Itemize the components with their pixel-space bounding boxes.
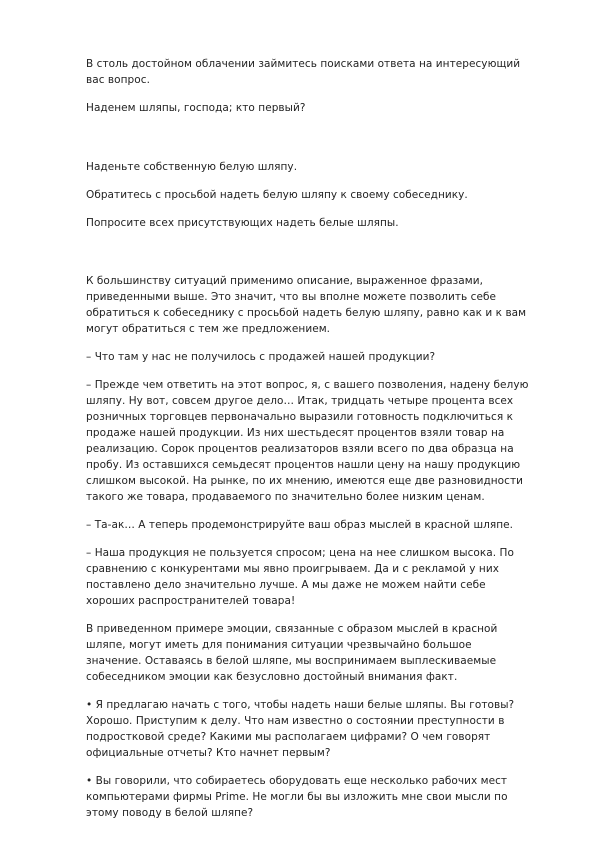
dialogue-line-4: – Наша продукция не пользуется спросом; цена на нее слишком высока. По сравнению с конкурентами мы явно проигрываем. Да и с рекламой у них поставлено дело значительно лучше. А мы даже не можем найти себе хороших распространителей товара! bbox=[86, 547, 514, 607]
bullet-item-2: • Вы говорили, что собираетесь оборудовать еще несколько рабочих мест компьютерами фирмы Prime. Не могли бы вы изложить мне свои мысли по этому поводу в белой шляпе? bbox=[86, 775, 508, 819]
paragraph-instruction-2: Обратитесь с просьбой надеть белую шляпу к своему собеседнику. bbox=[86, 189, 468, 201]
paragraph-instruction-3: Попросите всех присутствующих надеть белые шляпы. bbox=[86, 217, 399, 229]
dialogue-line-1: – Что там у нас не получилось с продажей нашей продукции? bbox=[86, 351, 436, 363]
document-body bbox=[86, 56, 530, 821]
paragraph-commentary: В приведенном примере эмоции, связанные с образом мыслей в красной шляпе, могут иметь для понимания ситуации чрезвычайно большое значение. Оставаясь в белой шляпе, мы воспринимаем выплескиваемые собеседником эмоции как безусловно достойный внимания факт. bbox=[86, 623, 498, 683]
dialogue-line-2: – Прежде чем ответить на этот вопрос, я, с вашего позволения, надену белую шляпу. Ну вот, совсем другое дело… Итак, тридцать четыре процента всех розничных торговцев первоначально выразили готовность подключиться к продаже нашей продукции. Из них шестьдесят процентов взяли товар на реализацию. Сорок процентов реализаторов взяли всего по два образца на пробу. Из оставшихся семьдесят процентов нашли цену на нашу продукцию слишком высокой. На рынке, по их мнению, имеются еще две разновидности такого же товара, продаваемого по значительно более низким ценам. bbox=[86, 379, 529, 503]
bullet-item-1: • Я предлагаю начать с того, чтобы надеть наши белые шляпы. Вы готовы? Хорошо. Приступим к делу. Что нам известно о состоянии преступности в подростковой среде? Какими мы располагаем цифрами? О чем говорят официальные отчеты? Кто начнет первым? bbox=[86, 699, 515, 759]
paragraph-intro: В столь достойном облачении займитесь поисками ответа на интересующий вас вопрос. bbox=[86, 58, 521, 86]
paragraph-question: Наденем шляпы, господа; кто первый? bbox=[86, 102, 306, 114]
dialogue-line-3: – Та-ак… А теперь продемонстрируйте ваш образ мыслей в красной шляпе. bbox=[86, 519, 514, 531]
paragraph-explanation: К большинству ситуаций применимо описание, выраженное фразами, приведенными выше. Это значит, что вы вполне можете позволить себе обратиться к собеседнику с просьбой надеть белую шляпу, равно как и к вам могут обратиться с тем же предложением. bbox=[86, 275, 527, 335]
paragraph-instruction-1: Наденьте собственную белую шляпу. bbox=[86, 161, 298, 173]
